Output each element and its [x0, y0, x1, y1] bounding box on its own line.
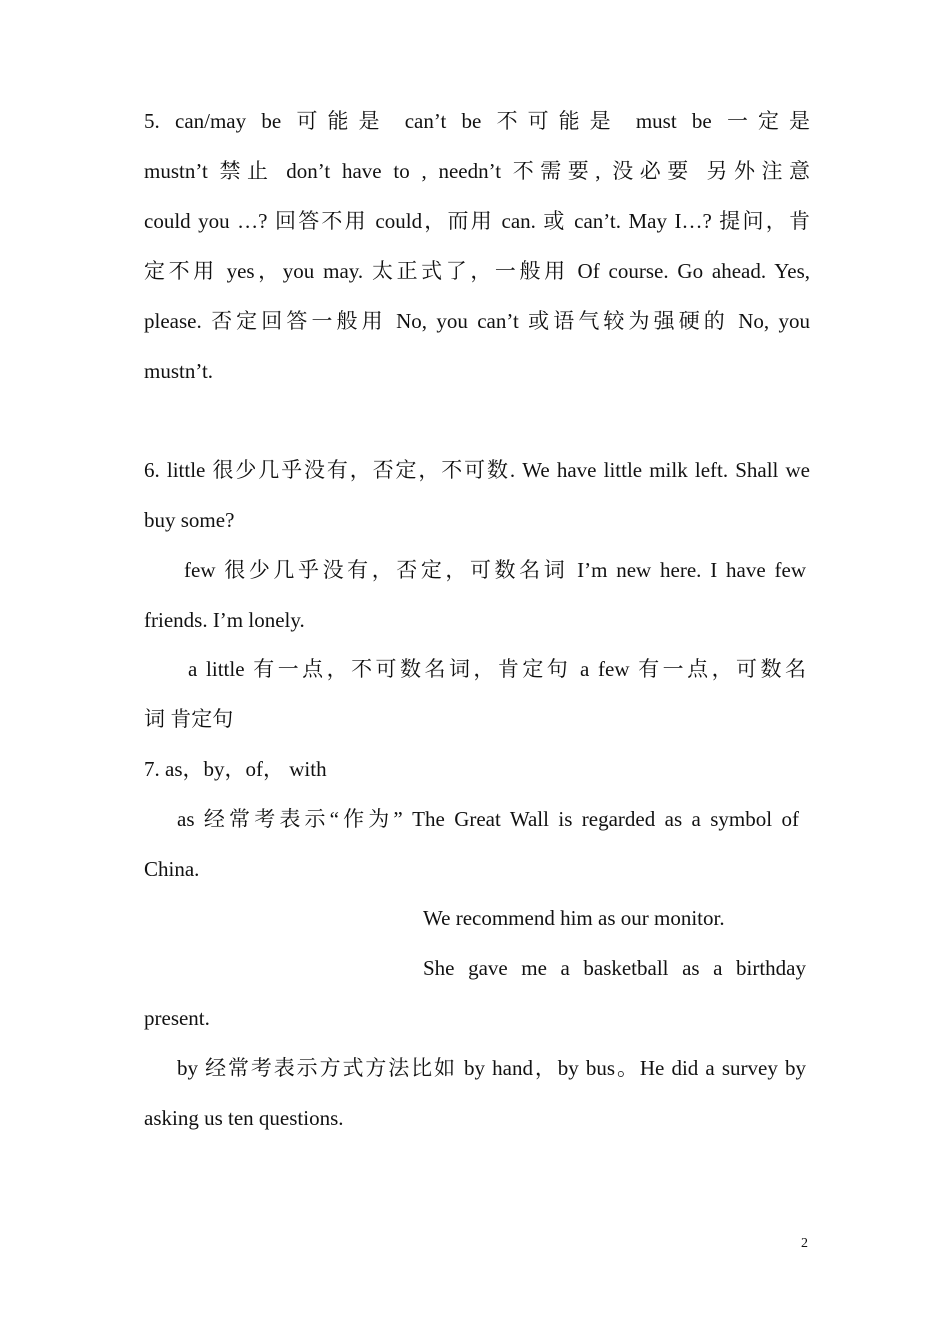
- text-line: 5. can/may be 可能是 can’t be 不可能是 must be 一定是: [144, 109, 810, 133]
- text-line: 词 肯定句: [144, 707, 234, 731]
- text-line: asking us ten questions.: [144, 1106, 344, 1130]
- text-line: friends. I’m lonely.: [144, 608, 305, 632]
- text-line: present.: [144, 1006, 210, 1030]
- example-line: She gave me a basketball as a birthday: [423, 956, 806, 980]
- section-heading: 7. as，by，of， with: [144, 757, 327, 781]
- text-line: as 经常考表示“作为” The Great Wall is regarded as a symbol of: [177, 807, 799, 831]
- page-number: 2: [801, 1236, 808, 1251]
- text-line: China.: [144, 857, 200, 881]
- text-line: 定不用 yes，you may. 太正式了，一般用 Of course. Go ahead. Yes,: [144, 259, 810, 283]
- text-line: could you …? 回答不用 could，而用 can. 或 can’t. May I…? 提问，肯: [144, 209, 810, 233]
- text-line: a little 有一点，不可数名词，肯定句 a few 有一点，可数名: [188, 657, 806, 681]
- text-line: few 很少几乎没有，否定，可数名词 I’m new here. I have few: [184, 558, 806, 582]
- text-line: by 经常考表示方式方法比如 by hand，by bus。He did a survey by: [177, 1056, 806, 1080]
- text-line: mustn’t 禁止 don’t have to , needn’t 不需要, 没必要 另外注意: [144, 159, 810, 183]
- text-line: 6. little 很少几乎没有，否定，不可数. We have little milk left. Shall we: [144, 458, 810, 482]
- example-line: We recommend him as our monitor.: [423, 906, 725, 930]
- text-line: mustn’t.: [144, 359, 214, 383]
- text-line: buy some?: [144, 508, 235, 532]
- text-line: please. 否定回答一般用 No, you can’t 或语气较为强硬的 No, you: [144, 309, 810, 333]
